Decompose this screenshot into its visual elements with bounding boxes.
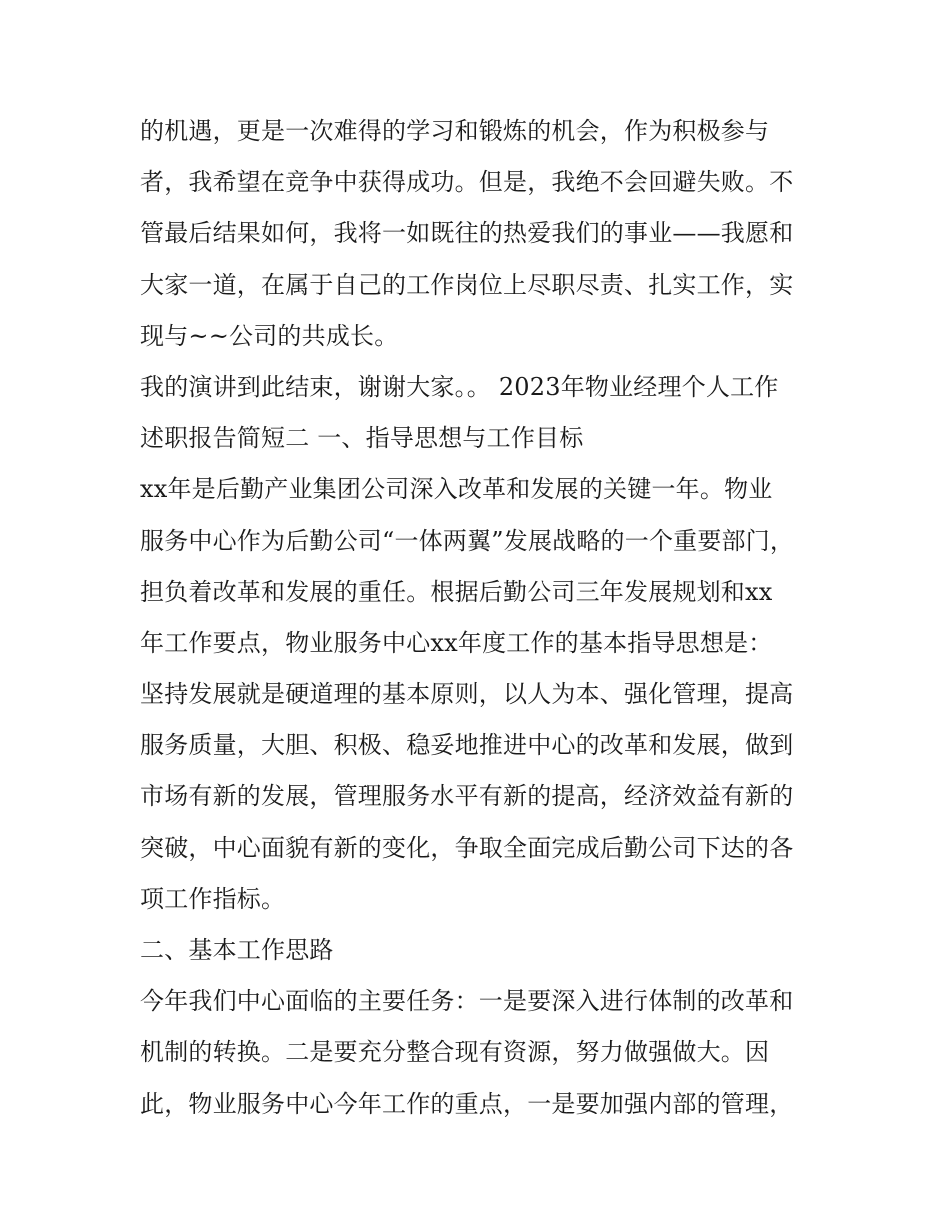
text-line: 的机遇，更是一次难得的学习和锻炼的机会，作为积极参与: [140, 117, 770, 145]
text-line: 坚持发展就是硬道理的基本原则，以人为本、强化管理，提高: [140, 680, 794, 709]
text-line: 现与~~公司的共成长。: [140, 321, 399, 350]
text-line: xx年是后勤产业集团公司深入改革和发展的关键一年。物业: [140, 475, 773, 504]
text-line: 今年我们中心面临的主要任务：一是要深入进行体制的改革和: [140, 987, 794, 1016]
text-line: 机制的转换。二是要充分整合现有资源，努力做强做大。因: [140, 1038, 770, 1067]
text-line: 者，我希望在竞争中获得成功。但是，我绝不会回避失败。不: [140, 168, 794, 197]
text-line: 此，物业服务中心今年工作的重点，一是要加强内部的管理，: [140, 1089, 794, 1118]
text-line: 服务中心作为后勤公司“一体两翼”发展战略的一个重要部门，: [140, 526, 795, 555]
text-line: 担负着改革和发展的重任。根据后勤公司三年发展规划和xx: [140, 577, 773, 606]
text-line: 突破，中心面貌有新的变化，争取全面完成后勤公司下达的各: [140, 833, 794, 862]
section-heading: 二、基本工作思路: [140, 936, 334, 964]
text-line: 我的演讲到此结束，谢谢大家。。 2023年物业经理个人工作: [140, 372, 779, 401]
text-line: 服务质量，大胆、积极、稳妥地推进中心的改革和发展，做到: [140, 731, 794, 760]
document-body: [140, 106, 820, 1130]
text-line: 年工作要点，物业服务中心xx年度工作的基本指导思想是：: [140, 628, 773, 657]
text-line: 述职报告简短二 一、指导思想与工作目标: [140, 424, 584, 453]
text-line: 项工作指标。: [140, 884, 286, 913]
text-line: 市场有新的发展，管理服务水平有新的提高，经济效益有新的: [140, 782, 794, 811]
text-line: 大家一道，在属于自己的工作岗位上尽职尽责、扎实工作，实: [140, 270, 794, 299]
text-line: 管最后结果如何，我将一如既往的热爱我们的事业——我愿和: [140, 219, 794, 248]
